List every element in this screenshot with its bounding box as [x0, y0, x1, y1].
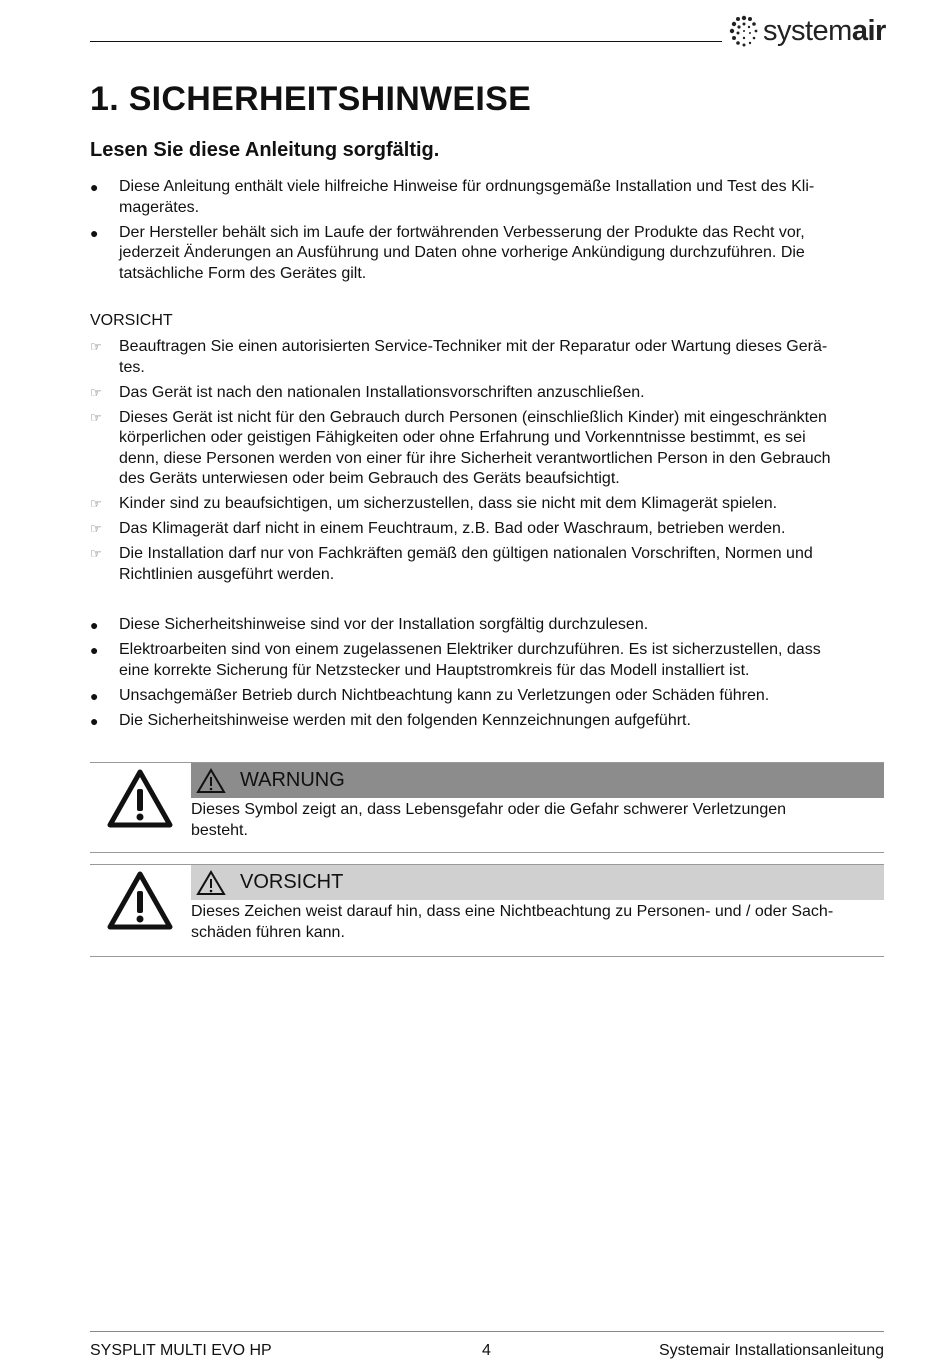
list-item-text: Der Hersteller behält sich im Laufe der fortwährenden Verbesserung der Produkte das Recht vor, jederzeit Änderungen an Ausführung und Daten ohne vorherige Ankündigung durchzuführen. Die tatsächliche Form des Gerätes gilt.	[119, 223, 805, 282]
warning-box-header	[191, 763, 884, 798]
list-item	[90, 223, 890, 285]
bullet-icon: ●	[90, 712, 99, 729]
intro-bullet-list	[90, 177, 890, 289]
list-item	[90, 544, 890, 585]
systemair-logo	[728, 14, 886, 48]
small-warning-icon	[196, 870, 226, 896]
list-item	[90, 615, 890, 636]
pointing-hand-icon: ☞	[90, 409, 102, 425]
pointing-hand-icon: ☞	[90, 339, 102, 354]
warning-triangle-icon	[107, 769, 173, 829]
list-item-text: Beauftragen Sie einen autorisierten Service-Techniker mit der Reparatur oder Wartung dieses Gerä- tes.	[119, 338, 828, 376]
bullet-icon: ●	[90, 224, 99, 241]
section-subtitle: Lesen Sie diese Anleitung sorgfältig.	[90, 139, 440, 161]
footer-doc-title: Systemair Installationsanleitung	[658, 1342, 884, 1359]
logo-text-light: system	[763, 14, 852, 47]
bullet-icon: ●	[90, 642, 99, 658]
list-item-text: Die Installation darf nur von Fachkräften gemäß den gültigen nationalen Vorschriften, Normen und Richtlinien ausgeführt werden.	[119, 545, 813, 583]
caution-box-header	[191, 865, 884, 900]
list-item-text: Diese Sicherheitshinweise sind vor der Installation sorgfältig durchzulesen.	[119, 616, 649, 633]
bullet-icon: ●	[90, 617, 99, 633]
warning-box	[90, 762, 884, 853]
caution-triangle-icon	[107, 871, 173, 931]
header-rule	[90, 41, 722, 42]
general-bullet-list	[90, 615, 890, 736]
bullet-icon: ●	[90, 179, 99, 195]
list-item	[90, 337, 890, 378]
list-item	[90, 686, 890, 707]
pointing-hand-icon: ☞	[90, 521, 102, 536]
list-item	[90, 177, 890, 218]
caution-list	[90, 337, 890, 590]
list-item	[90, 383, 890, 404]
section-title: 1. SICHERHEITSHINWEISE	[90, 80, 532, 118]
bullet-icon: ●	[90, 687, 99, 704]
list-item-text: Die Sicherheitshinweise werden mit den folgenden Kennzeichnungen aufgeführt.	[119, 711, 691, 729]
list-item-text: Kinder sind zu beaufsichtigen, um sicherzustellen, dass sie nicht mit dem Klimagerät spielen.	[119, 495, 778, 512]
small-warning-icon	[196, 768, 226, 794]
list-item-text: Das Gerät ist nach den nationalen Installationsvorschriften anzuschließen.	[119, 383, 645, 401]
list-item	[90, 519, 890, 540]
list-item-text: Das Klimagerät darf nicht in einem Feuchtraum, z.B. Bad oder Waschraum, betrieben werden.	[119, 520, 786, 537]
caution-box	[90, 864, 884, 957]
list-item-text: Dieses Gerät ist nicht für den Gebrauch durch Personen (einschließlich Kinder) mit eingeschränkten körperlichen oder geistigen Fähigkeiten oder ohne Erfahrung und Vorkenntnisse bestimmt, es sei denn, diese Personen werden von einer für ihre Sicherheit verantwortlichen Person in den Gebrauch des Geräts unterwiesen oder beim Gebrauch des Geräts beaufsichtigt.	[119, 408, 831, 487]
footer-rule	[90, 1331, 884, 1332]
caution-text: Dieses Zeichen weist darauf hin, dass eine Nichtbeachtung zu Personen- und / oder Sach- schäden führen kann.	[191, 903, 834, 941]
warning-text: Dieses Symbol zeigt an, dass Lebensgefahr oder die Gefahr schwerer Verletzungen besteht.	[191, 801, 787, 839]
list-item	[90, 711, 890, 732]
caution-label: VORSICHT	[240, 871, 344, 893]
logo-dots-icon	[728, 14, 760, 48]
caution-heading: VORSICHT	[90, 312, 173, 329]
pointing-hand-icon: ☞	[90, 384, 102, 400]
footer-product: SYSPLIT MULTI EVO HP	[90, 1342, 272, 1359]
list-item	[90, 494, 890, 515]
list-item	[90, 408, 890, 490]
pointing-hand-icon: ☞	[90, 496, 102, 511]
warning-label: WARNUNG	[240, 769, 345, 791]
list-item-text: Unsachgemäßer Betrieb durch Nichtbeachtung kann zu Verletzungen oder Schäden führen.	[119, 686, 770, 704]
logo-text-bold: air	[851, 14, 886, 47]
list-item-text: Elektroarbeiten sind von einem zugelassenen Elektriker durchzuführen. Es ist sicherzustellen, dass eine korrekte Sicherung für Netzstecker und Hauptstromkreis für das Modell installiert ist.	[119, 641, 821, 679]
pointing-hand-icon: ☞	[90, 546, 102, 561]
list-item	[90, 640, 890, 681]
list-item-text: Diese Anleitung enthält viele hilfreiche Hinweise für ordnungsgemäße Installation und Test des Kli- magerätes.	[119, 178, 815, 216]
page-number: 4	[482, 1342, 491, 1359]
